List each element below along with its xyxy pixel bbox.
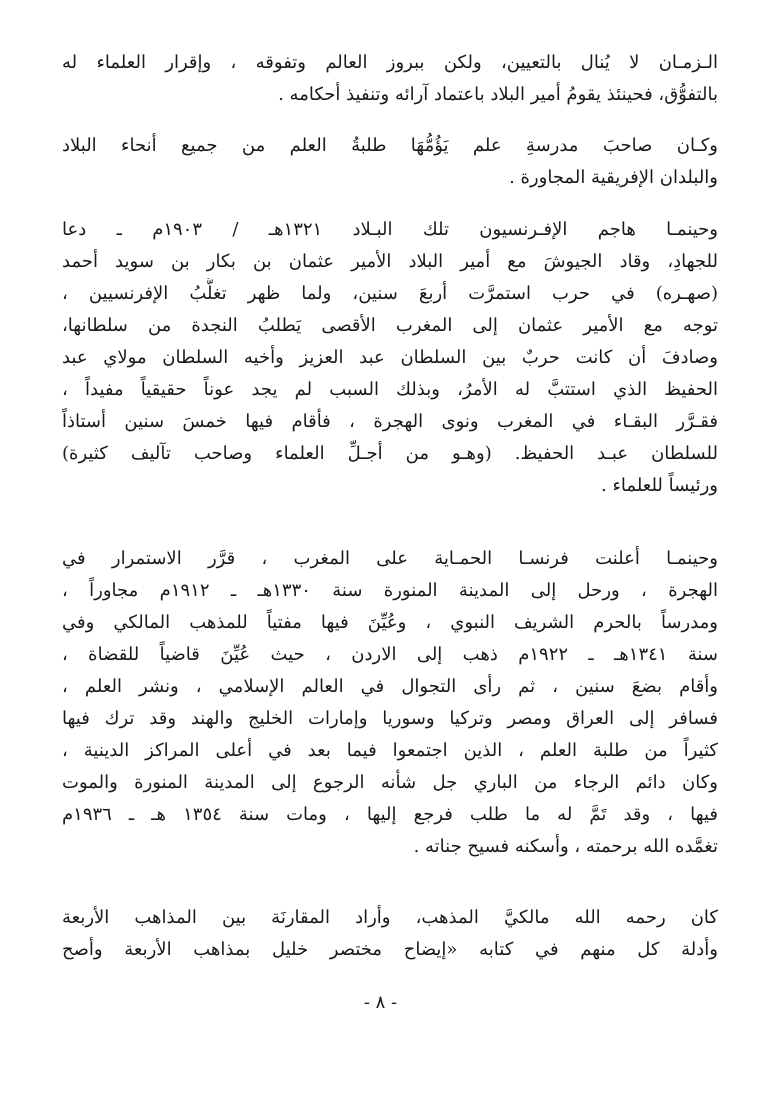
text-line: للجهادِ، وقاد الجيوشَ مع أمير البلاد الأمير عثمان بن بكار بن سويد أحمد [62, 251, 718, 272]
text-line: وأقام بضعَ سنين ، ثم رأى التجوال في العالم الإسلامي ، ونشر العلم ، [62, 676, 718, 697]
text-line: فيها ، وقد تَمَّ له ما طلب فرجع إليها ، ومات سنة ١٣٥٤ هـ ـ ١٩٣٦م [62, 804, 718, 825]
text-line: وأدلة كل منهم في كتابه «إيضاح مختصر خليل بمذاهب الأربعة وأصح [62, 939, 718, 960]
paragraph-4 [62, 543, 718, 863]
paragraph-5 [62, 902, 718, 966]
text-line: وكـان صاحبَ مدرسةِ علم يَؤُمُّهَا طلبةُ العلم من جميع أنحاء البلاد [62, 135, 718, 156]
text-line: فقـرَّر البقـاء في المغرب ونوى الهجرة ، فأقام فيها خمسَ سنين أستاذاً [62, 411, 718, 432]
text-line: (صهـره) في حرب استمرَّت أربعَ سنين، ولما ظهر تغلُّبُ الإفرنسيين ، [62, 283, 718, 304]
page-number: - ٨ - [363, 992, 398, 1013]
text-line: سنة ١٣٤١هـ ـ ١٩٢٢م ذهب إلى الاردن ، حيث عُيِّنَ قاضياً للقضاة ، [62, 644, 718, 665]
text-line: وكان دائم الرجاء من الباري جل شأنه الرجوع إلى المدينة المنورة والموت [62, 772, 718, 793]
text-line: وحينمـا هاجم الإفـرنسيون تلك البـلاد ١٣٢١هـ / ١٩٠٣م ـ دعا [62, 219, 718, 240]
text-line: كان رحمه الله مالكيَّ المذهب، وأراد المقارنَة بين المذاهب الأربعة [62, 907, 718, 928]
text-line: بالتفوُّق، فحينئذ يقومُ أمير البلاد باعتماد آرائه وتنفيذ أحكامه . [278, 84, 718, 105]
text-line: الـزمـان لا يُنال بالتعيين، ولكن ببروز العالم وتفوقه ، وإقرار العلماء له [62, 52, 718, 73]
paragraph-1 [62, 47, 718, 111]
text-line: وصادفَ أن كانت حربٌ بين السلطان عبد العزيز وأخيه السلطان مولاي عبد [62, 347, 718, 368]
text-line: الهجرة ، ورحل إلى المدينة المنورة سنة ١٣٣٠هـ ـ ١٩١٢م مجاوراً ، [62, 580, 718, 601]
text-line: فسافر إلى العراق ومصر وتركيا وسوريا وإمارات الخليج والهند وقد ترك فيها [62, 708, 718, 729]
paragraph-2 [62, 130, 718, 194]
text-line: ومدرساً بالحرم الشريف النبوي ، وعُيِّنَ فيها مفتياً للمذهب المالكي وفي [62, 612, 718, 633]
text-line: الحفيظ الذي استتبَّ له الأمرُ، وبذلك السبب لم يجد عوناً حقيقياً مفيداً ، [62, 379, 718, 400]
text-line: توجه مع الأمير عثمان إلى المغرب الأقصى يَطلبُ النجدة من سلطانها، [62, 315, 718, 336]
text-line: للسلطان عبـد الحفيظ. (وهـو من أجـلِّ العلماء وصاحب تآليف كثيرة) [62, 443, 718, 464]
text-line: والبلدان الإفريقية المجاورة . [509, 167, 718, 188]
text-line: وحينمـا أعلنت فرنسـا الحمـاية على المغرب ، قرَّر الاستمرار في [62, 548, 718, 569]
text-line: تغمَّده الله برحمته ، وأسكنه فسيح جناته . [413, 836, 718, 857]
text-line: ورئيساً للعلماء . [601, 475, 718, 496]
text-line: كثيراً من طلبة العلم ، الذين اجتمعوا فيما بعد في أعلى المراكز الدينية ، [62, 740, 718, 761]
paragraph-3 [62, 214, 718, 502]
